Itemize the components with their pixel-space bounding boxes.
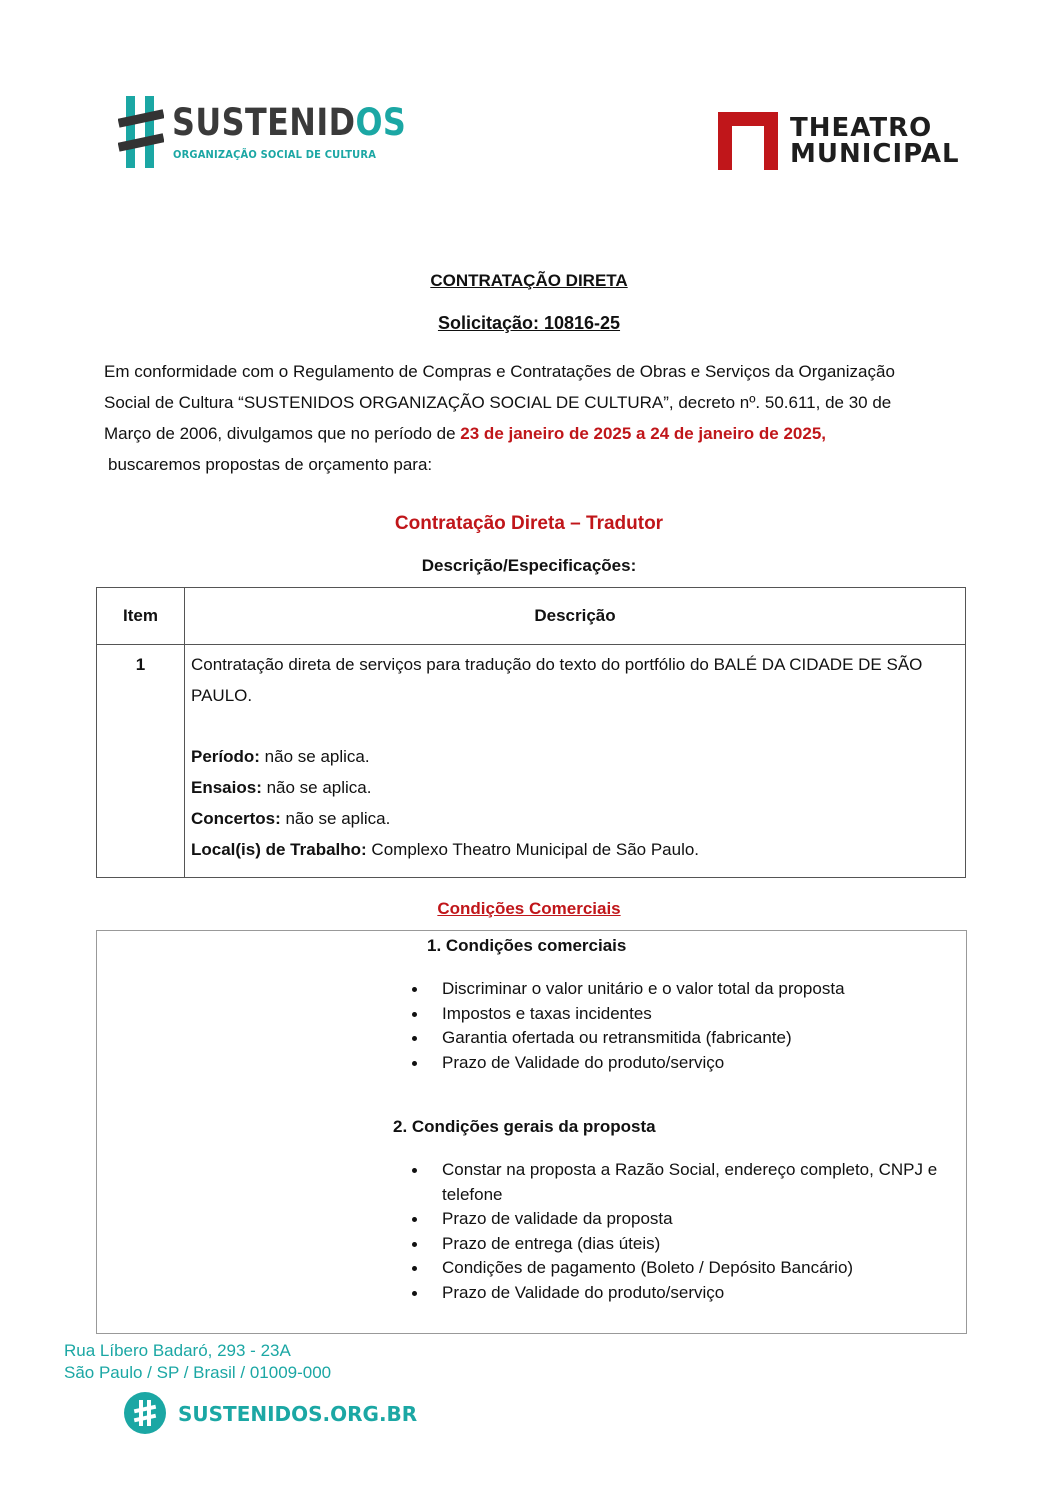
intro-line: buscaremos propostas de orçamento para: [108, 455, 433, 474]
hash-circle-icon [124, 1392, 166, 1434]
rehearsal-label: Ensaios: [191, 778, 262, 797]
desc-line: PAULO. [191, 686, 253, 705]
section2-heading: 2. Condições gerais da proposta [393, 1117, 656, 1136]
concerts-line [191, 803, 957, 834]
table-header-row [97, 588, 966, 645]
intro-line [104, 418, 954, 449]
sustenidos-wordmark [172, 102, 406, 144]
theatro-line1: THEATRO [790, 113, 933, 143]
sustenidos-logo [118, 94, 407, 172]
intro-paragraph [104, 356, 954, 480]
period-line [191, 741, 957, 772]
rehearsal-value: não se aplica. [261, 778, 372, 797]
list-item: Garantia ofertada ou retransmitida (fabricante) [442, 1026, 942, 1051]
section1-list [442, 977, 942, 1075]
brand-accent: OS [355, 101, 407, 144]
request-number: Solicitação: 10816-25 [437, 313, 621, 333]
col-desc-header: Descrição [185, 588, 966, 645]
bullet-icon [412, 1168, 417, 1173]
footer-logo[interactable] [124, 1392, 418, 1436]
theatro-municipal-logo [716, 108, 960, 174]
footer-address [64, 1340, 331, 1384]
period-value: não se aplica. [259, 747, 370, 766]
spec-table [96, 587, 966, 878]
intro-period: 23 de janeiro de 2025 a 24 de janeiro de 2025, [460, 424, 826, 443]
intro-prefix: Março de 2006, divulgamos que no período de [104, 424, 461, 443]
list-item: Prazo de Validade do produto/serviço [442, 1281, 967, 1306]
list-item: Prazo de Validade do produto/serviço [442, 1051, 942, 1076]
bullet-icon [412, 1291, 417, 1296]
bullet-icon [412, 987, 417, 992]
location-value: Complexo Theatro Municipal de São Paulo. [366, 840, 700, 859]
rehearsal-line [191, 772, 957, 803]
hash-icon [118, 94, 164, 170]
theatro-line2: MUNICIPAL [790, 139, 960, 169]
bullet-icon [412, 1242, 417, 1247]
spacer [191, 711, 957, 741]
col-item-header: Item [97, 588, 185, 645]
location-label: Local(is) de Trabalho: [191, 840, 367, 859]
document-title: CONTRATAÇÃO DIRETA [430, 271, 628, 290]
sustenidos-tagline: ORGANIZAÇÃO SOCIAL DE CULTURA [173, 148, 377, 161]
list-item: Impostos e taxas incidentes [442, 1002, 942, 1027]
list-item: Prazo de entrega (dias úteis) [442, 1232, 967, 1257]
list-item: Discriminar o valor unitário e o valor total da proposta [442, 977, 942, 1002]
intro-line: Social de Cultura “SUSTENIDOS ORGANIZAÇÃO SOCIAL DE CULTURA”, decreto nº. 50.611, de 30 de [104, 393, 892, 412]
list-item: Prazo de validade da proposta [442, 1207, 967, 1232]
item-number: 1 [97, 645, 185, 878]
address-line: São Paulo / SP / Brasil / 01009-000 [64, 1363, 332, 1382]
table-row [97, 645, 966, 878]
section-subtitle: Contratação Direta – Tradutor [394, 513, 664, 534]
section1-heading: 1. Condições comerciais [427, 936, 627, 955]
commercial-title: Condições Comerciais [437, 899, 621, 918]
location-line [191, 834, 957, 865]
section2-list [442, 1158, 967, 1306]
desc-line: Contratação direta de serviços para tradução do texto do portfólio do BALÉ DA CIDADE DE SÃO [191, 655, 923, 674]
concerts-label: Concertos: [191, 809, 281, 828]
theatro-arch-icon [716, 108, 780, 172]
intro-line: Em conformidade com o Regulamento de Compras e Contratações de Obras e Serviços da Organização [104, 362, 895, 381]
list-item: Constar na proposta a Razão Social, endereço completo, CNPJ e telefone [442, 1158, 967, 1207]
address-line: Rua Líbero Badaró, 293 - 23A [64, 1341, 291, 1360]
bullet-icon [412, 1012, 417, 1017]
list-item: Condições de pagamento (Boleto / Depósito Bancário) [442, 1256, 967, 1281]
spec-heading: Descrição/Especificações: [421, 556, 637, 575]
bullet-icon [412, 1061, 417, 1066]
concerts-value: não se aplica. [280, 809, 391, 828]
website-link[interactable]: SUSTENIDOS.ORG.BR [178, 1402, 418, 1426]
brand-main: SUSTENID [172, 101, 356, 144]
period-label: Período: [191, 747, 260, 766]
item-description [185, 645, 966, 878]
